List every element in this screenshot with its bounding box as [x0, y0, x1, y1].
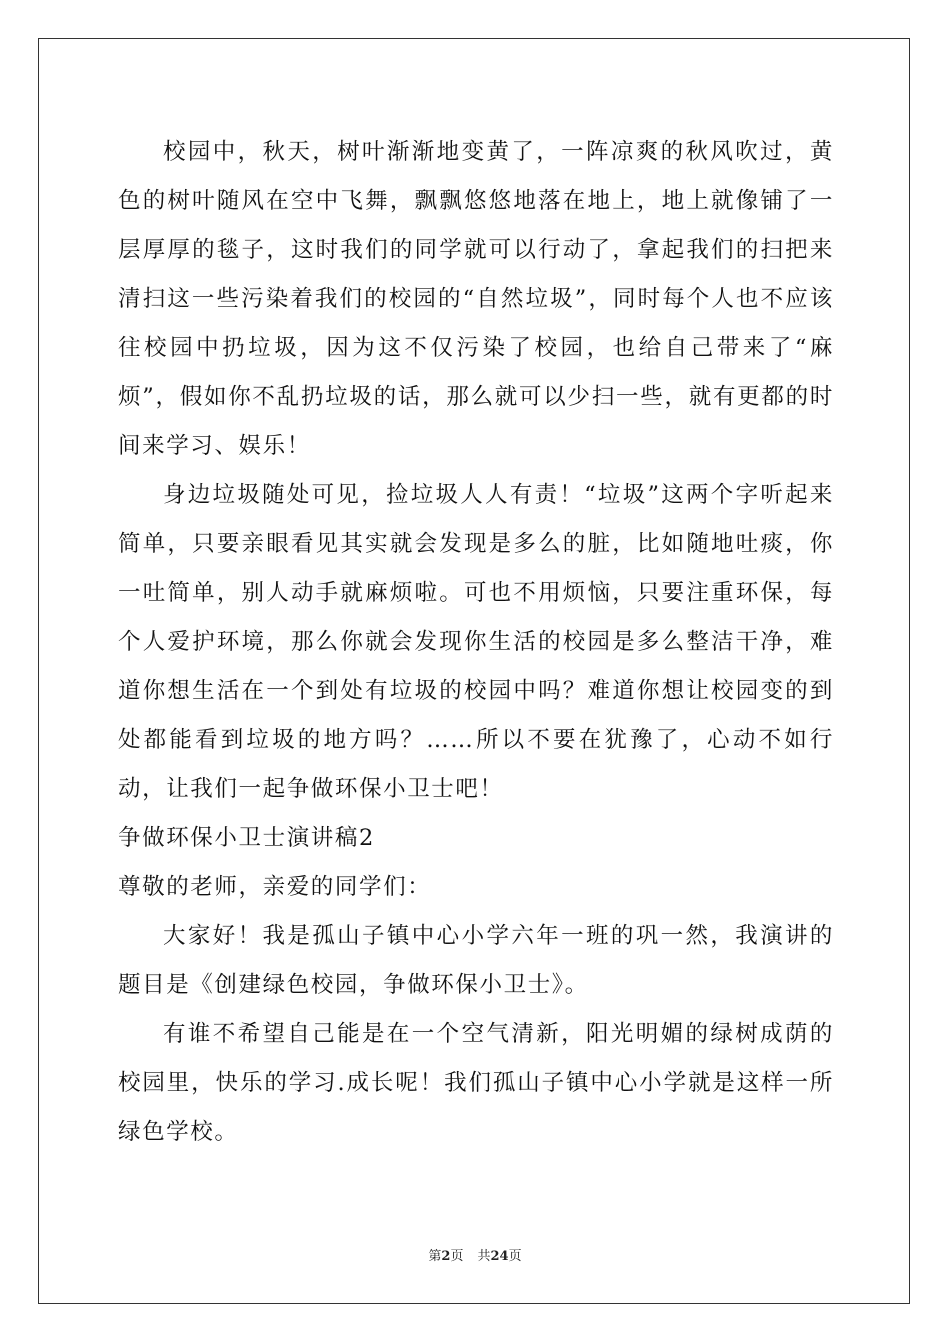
paragraph-4: 有谁不希望自己能是在一个空气清新，阳光明媚的绿树成荫的校园里，快乐的学习.成长呢！我们孤山子镇中心小学就是这样一所绿色学校。: [118, 1021, 834, 1145]
section-heading: 争做环保小卫士演讲稿2: [118, 825, 375, 851]
page-footer: [0, 1249, 950, 1265]
page-prefix: 第: [428, 1249, 442, 1264]
document-body: [118, 128, 834, 1157]
total-suffix: 页: [508, 1249, 522, 1264]
paragraph-1: 校园中，秋天，树叶渐渐地变黄了，一阵凉爽的秋风吹过，黄色的树叶随风在空中飞舞，飘飘悠悠地落在地上，地上就像铺了一层厚厚的毯子，这时我们的同学就可以行动了，拿起我们的扫把来清扫这一些污染着我们的校园的“自然垃圾”，同时每个人也不应该往校园中扔垃圾，因为这不仅污染了校园，也给自己带来了“麻烦”，假如你不乱扔垃圾的话，那么就可以少扫一些，就有更都的时间来学习、娱乐！: [118, 139, 834, 459]
paragraph-2: 身边垃圾随处可见，捡垃圾人人有责！“垃圾”这两个字听起来简单，只要亲眼看见其实就会发现是多么的脏，比如随地吐痰，你一吐简单，别人动手就麻烦啦。可也不用烦恼，只要注重环保，每个人爱护环境，那么你就会发现你生活的校园是多么整洁干净，难道你想生活在一个到处有垃圾的校园中吗？难道你想让校园变的到处都能看到垃圾的地方吗？……所以不要在犹豫了，心动不如行动，让我们一起争做环保小卫士吧！: [118, 482, 834, 802]
paragraph-3: 大家好！我是孤山子镇中心小学六年一班的巩一然，我演讲的题目是《创建绿色校园，争做环保小卫士》。: [118, 923, 834, 998]
page-suffix: 页: [450, 1249, 464, 1264]
total-pages: 24: [490, 1249, 509, 1264]
page-number: 2: [441, 1249, 451, 1264]
salutation: 尊敬的老师，亲爱的同学们：: [118, 874, 432, 900]
total-prefix: 共: [477, 1249, 491, 1264]
